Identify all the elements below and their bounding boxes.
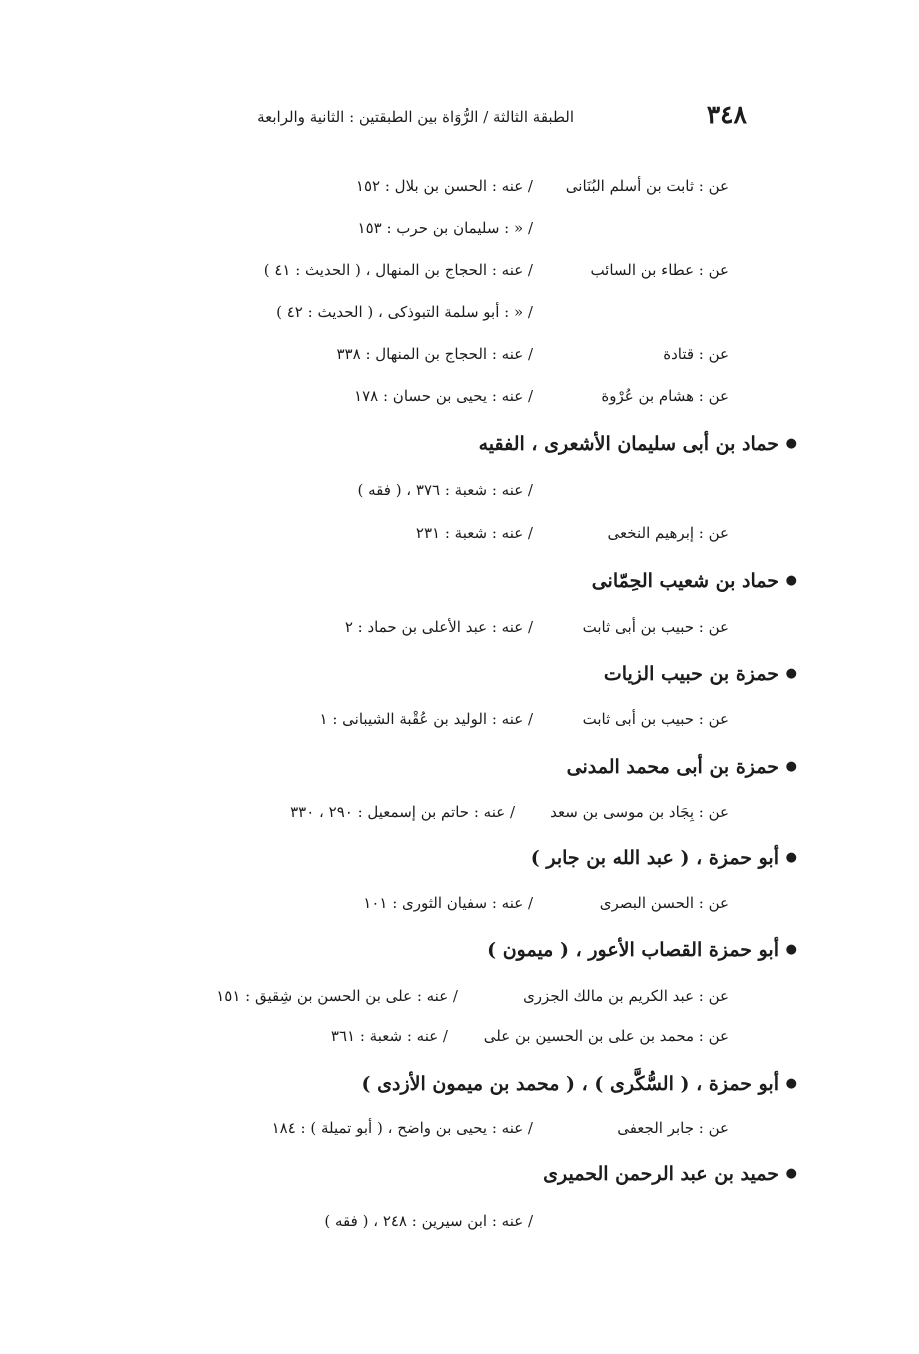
narration-row — [0, 612, 919, 642]
narration-row — [0, 1113, 919, 1143]
narrated-by: / عنه : الحجاج بن المنهال ، ( الحديث : ٤١ ) — [263, 261, 533, 279]
narrated-from: عن : حبيب بن أبى ثابت — [582, 618, 729, 636]
narrated-by: / عنه : الحجاج بن المنهال : ٣٣٨ — [336, 345, 533, 363]
narration-row — [0, 797, 919, 827]
narrated-by: / عنه : شعبة : ٣٧٦ ، ( فقه ) — [357, 481, 533, 499]
entry-name: حميد بن عبد الرحمن الحميرى — [543, 1163, 779, 1185]
bullet-icon: ● — [785, 759, 797, 774]
narration-row — [0, 213, 919, 243]
entry-name: أبو حمزة ، ( عبد الله بن جابر ) — [530, 847, 779, 869]
narration-row — [0, 1206, 919, 1236]
narration-row — [0, 888, 919, 918]
bullet-icon: ● — [785, 1076, 797, 1091]
narration-row — [0, 704, 919, 734]
narration-row — [0, 1021, 919, 1051]
bullet-icon: ● — [785, 1166, 797, 1181]
bullet-icon: ● — [785, 436, 797, 451]
narrated-by: / « : أبو سلمة التبوذكى ، ( الحديث : ٤٢ ) — [276, 303, 533, 321]
bullet-icon: ● — [785, 666, 797, 681]
bullet-icon: ● — [785, 573, 797, 588]
entry-heading — [487, 934, 797, 966]
narrated-from: عن : إبرهيم النخعى — [607, 524, 729, 542]
narrated-from: عن : عطاء بن السائب — [590, 261, 729, 279]
narrated-from: عن : قتادة — [663, 345, 729, 363]
bullet-icon: ● — [785, 942, 797, 957]
narration-row — [0, 981, 919, 1011]
narration-row — [0, 518, 919, 548]
narration-row — [0, 381, 919, 411]
narrated-by: / عنه : يحيى بن حسان : ١٧٨ — [354, 387, 533, 405]
entry-name: حمزة بن حبيب الزيات — [603, 663, 779, 685]
narrated-by: / عنه : عبد الأعلى بن حماد : ٢ — [344, 618, 533, 636]
narrated-by: / عنه : سفيان الثورى : ١٠١ — [363, 894, 533, 912]
entry-name: حمزة بن أبى محمد المدنى — [566, 756, 779, 778]
entry-heading — [361, 1068, 797, 1100]
narrated-by: / عنه : يحيى بن واضح ، ( أبو تميلة ) : ١٨٤ — [271, 1119, 533, 1137]
narrated-by: / عنه : شعبة : ٢٣١ — [415, 524, 533, 542]
narrated-by: / عنه : حاتم بن إسمعيل : ٢٩٠ ، ٣٣٠ — [290, 803, 515, 821]
narration-row — [0, 255, 919, 285]
narration-row — [0, 297, 919, 327]
entry-heading — [566, 751, 797, 783]
entry-heading — [543, 1158, 797, 1190]
entry-name: حماد بن أبى سليمان الأشعرى ، الفقيه — [478, 433, 779, 455]
narrated-from: عن : بِجَاد بن موسى بن سعد — [550, 803, 729, 821]
narrated-from: عن : الحسن البصرى — [599, 894, 729, 912]
narrated-from: عن : عبد الكريم بن مالك الجزرى — [523, 987, 729, 1005]
narrated-by: / عنه : على بن الحسن بن شِقيق : ١٥١ — [216, 987, 458, 1005]
entry-heading — [530, 842, 797, 874]
narrated-from: عن : جابر الجعفى — [617, 1119, 729, 1137]
narrated-from: عن : هشام بن عُرْوة — [601, 387, 729, 405]
entry-heading — [603, 658, 797, 690]
narration-row — [0, 475, 919, 505]
running-title: الطبقة الثالثة / الرُّوَاة بين الطبقتين : الثانية والرابعة — [257, 108, 574, 126]
narrated-by: / عنه : الحسن بن بلال : ١٥٢ — [355, 177, 533, 195]
narrated-by: / عنه : الوليد بن عُقْبة الشيبانى : ١ — [319, 710, 533, 728]
narrated-by: / « : سليمان بن حرب : ١٥٣ — [357, 219, 533, 237]
narrated-by: / عنه : ابن سيرين : ٢٤٨ ، ( فقه ) — [324, 1212, 533, 1230]
entry-name: أبو حمزة ، ( السُّكَّرى ) ، ( محمد بن ميمون الأزدى ) — [361, 1073, 779, 1095]
entry-heading — [478, 428, 797, 460]
narrated-from: عن : حبيب بن أبى ثابت — [582, 710, 729, 728]
entry-name: حماد بن شعيب الحِمّانى — [591, 570, 779, 592]
page-number: ٣٤٨ — [706, 100, 747, 129]
narration-row — [0, 171, 919, 201]
narration-row — [0, 339, 919, 369]
narrated-from: عن : محمد بن على بن الحسين بن على — [483, 1027, 729, 1045]
entry-name: أبو حمزة القصاب الأعور ، ( ميمون ) — [487, 939, 779, 961]
narrated-by: / عنه : شعبة : ٣٦١ — [330, 1027, 448, 1045]
bullet-icon: ● — [785, 850, 797, 865]
narrated-from: عن : ثابت بن أسلم البُنَانى — [565, 177, 729, 195]
entry-heading — [591, 565, 797, 597]
